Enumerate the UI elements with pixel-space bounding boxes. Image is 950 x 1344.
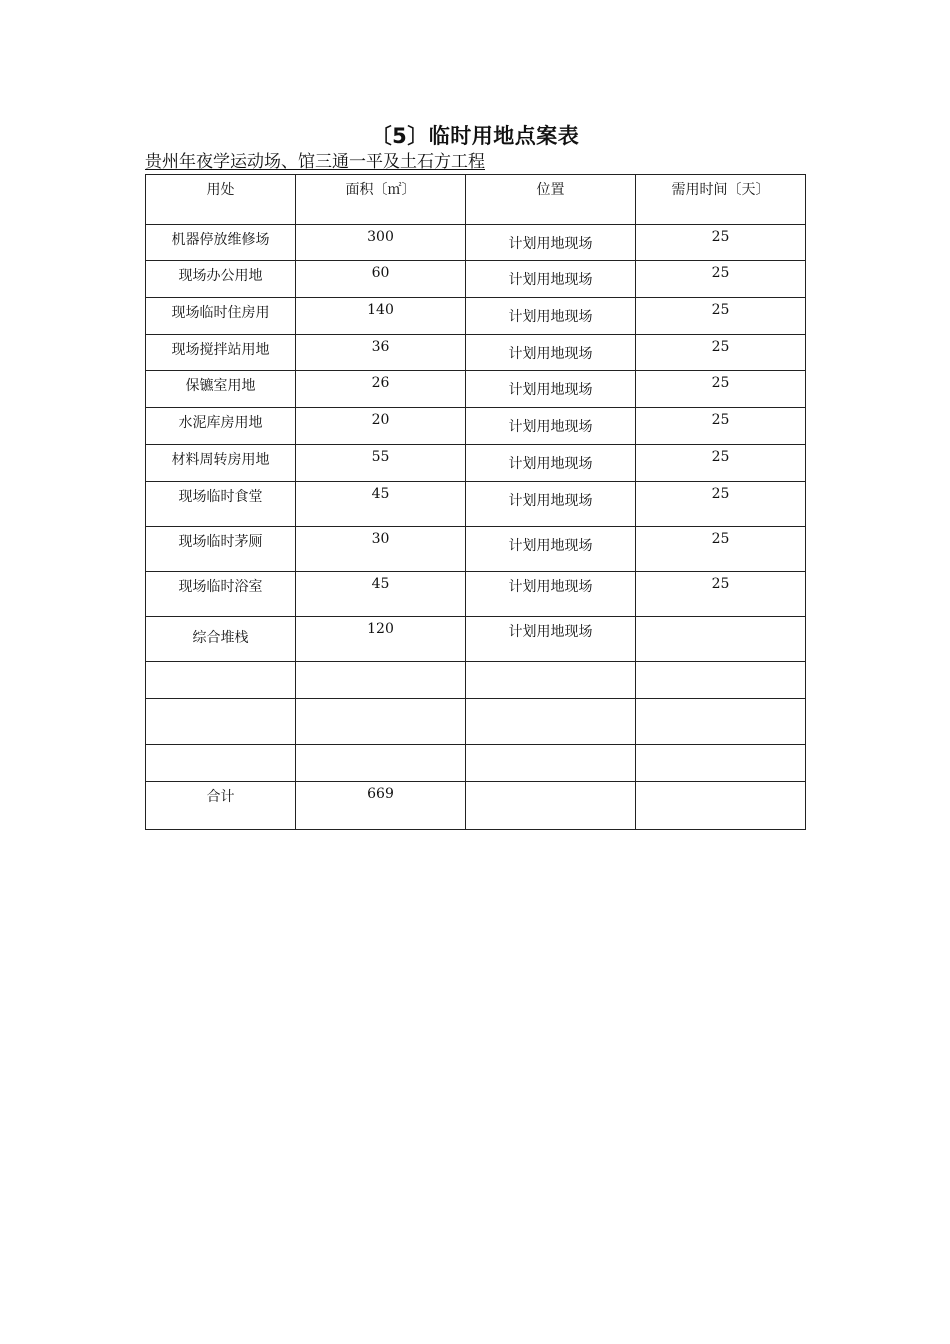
cell-use: 水泥库房用地: [146, 408, 296, 445]
project-name: 贵州年夜学运动场、馆三通一平及土石方工程: [145, 152, 485, 172]
cell-days: [636, 745, 806, 782]
table-row: [146, 617, 806, 662]
cell-location: 计划用地现场: [466, 298, 636, 335]
cell-location: [466, 699, 636, 745]
cell-total-area: 669: [296, 782, 466, 830]
temporary-land-use-table: [145, 174, 806, 830]
cell-total-label: 合计: [146, 782, 296, 830]
cell-location: 计划用地现场: [466, 371, 636, 408]
table-row: [146, 298, 806, 335]
cell-days: 25: [636, 408, 806, 445]
header-location: 位置: [466, 175, 636, 225]
cell-location: [466, 782, 636, 830]
cell-location: [466, 745, 636, 782]
cell-area: 45: [296, 572, 466, 617]
table-header-row: [146, 175, 806, 225]
cell-area: 36: [296, 335, 466, 371]
cell-area: 120: [296, 617, 466, 662]
table-row: [146, 445, 806, 482]
cell-use: 材料周转房用地: [146, 445, 296, 482]
cell-location: 计划用地现场: [466, 335, 636, 371]
table-row: [146, 225, 806, 261]
document-title: 〔5〕临时用地点案表: [370, 124, 580, 148]
cell-days: 25: [636, 572, 806, 617]
table-row: [146, 482, 806, 527]
cell-area: 45: [296, 482, 466, 527]
cell-area: 300: [296, 225, 466, 261]
table-row: [146, 335, 806, 371]
cell-days: [636, 662, 806, 699]
table-row: [146, 662, 806, 699]
table-row: [146, 371, 806, 408]
cell-location: 计划用地现场: [466, 482, 636, 527]
cell-location: 计划用地现场: [466, 225, 636, 261]
cell-use: [146, 699, 296, 745]
cell-days: 25: [636, 225, 806, 261]
cell-days: [636, 699, 806, 745]
cell-area: 55: [296, 445, 466, 482]
cell-area: 26: [296, 371, 466, 408]
table-row: [146, 745, 806, 782]
header-days: 需用时间〔天〕: [636, 175, 806, 225]
cell-use: 现场临时浴室: [146, 572, 296, 617]
cell-days: 25: [636, 335, 806, 371]
cell-area: 20: [296, 408, 466, 445]
cell-location: 计划用地现场: [466, 408, 636, 445]
cell-days: 25: [636, 527, 806, 572]
cell-use: 现场临时住房用: [146, 298, 296, 335]
cell-use: 现场办公用地: [146, 261, 296, 298]
table-row: [146, 408, 806, 445]
cell-use: 保镳室用地: [146, 371, 296, 408]
cell-use: 综合堆栈: [146, 617, 296, 662]
cell-days: 25: [636, 298, 806, 335]
cell-location: 计划用地现场: [466, 572, 636, 617]
cell-use: [146, 662, 296, 699]
cell-location: 计划用地现场: [466, 445, 636, 482]
table-row: [146, 572, 806, 617]
cell-area: [296, 699, 466, 745]
header-use: 用处: [146, 175, 296, 225]
cell-days: 25: [636, 371, 806, 408]
header-area: 面积〔㎡〕: [296, 175, 466, 225]
cell-use: 现场临时茅厕: [146, 527, 296, 572]
table-total-row: [146, 782, 806, 830]
cell-days: [636, 782, 806, 830]
cell-days: [636, 617, 806, 662]
cell-area: [296, 662, 466, 699]
cell-use: 现场搅拌站用地: [146, 335, 296, 371]
cell-area: 30: [296, 527, 466, 572]
cell-days: 25: [636, 261, 806, 298]
cell-days: 25: [636, 445, 806, 482]
cell-area: [296, 745, 466, 782]
table-row: [146, 699, 806, 745]
cell-use: [146, 745, 296, 782]
cell-location: 计划用地现场: [466, 261, 636, 298]
cell-location: 计划用地现场: [466, 527, 636, 572]
cell-area: 60: [296, 261, 466, 298]
table-row: [146, 527, 806, 572]
cell-location: [466, 662, 636, 699]
cell-use: 现场临时食堂: [146, 482, 296, 527]
cell-location: 计划用地现场: [466, 617, 636, 662]
cell-days: 25: [636, 482, 806, 527]
table-row: [146, 261, 806, 298]
cell-area: 140: [296, 298, 466, 335]
cell-use: 机器停放维修场: [146, 225, 296, 261]
